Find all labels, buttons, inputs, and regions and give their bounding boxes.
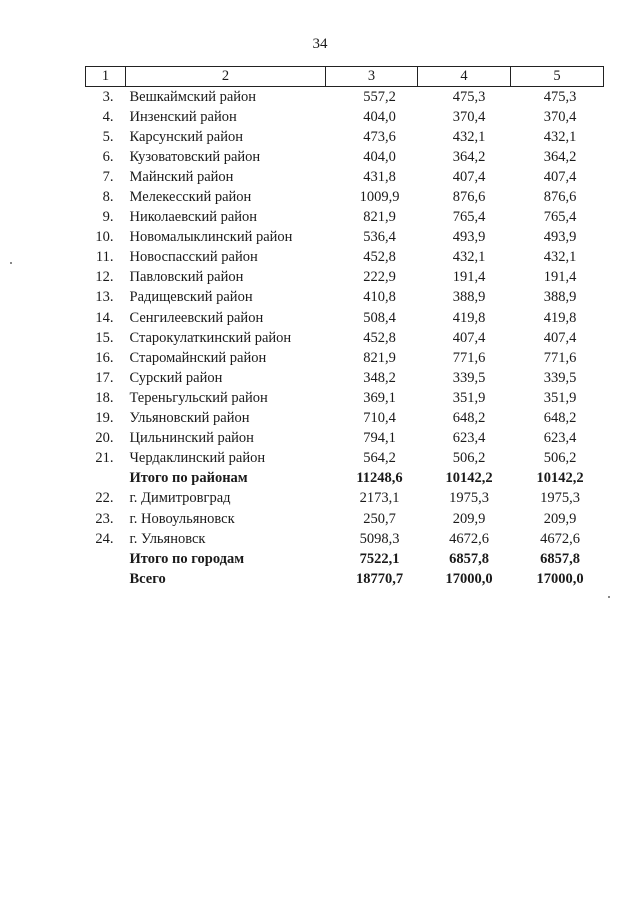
row-value-col4: 6857,8 xyxy=(449,550,489,567)
row-value-col4: 407,4 xyxy=(452,168,486,185)
row-name: Николаевский район xyxy=(129,209,258,226)
table-row xyxy=(86,388,604,408)
row-name: Майнский район xyxy=(129,168,234,185)
row-value-col5: 388,9 xyxy=(543,289,577,306)
row-value-col4: 493,9 xyxy=(452,229,486,246)
table-row xyxy=(86,449,604,469)
row-value-col4: 432,1 xyxy=(452,249,486,266)
row-value-col4: 10142,2 xyxy=(445,470,493,487)
row-value-col5: 370,4 xyxy=(543,108,577,125)
table-row xyxy=(86,127,604,147)
row-value-col3: 410,8 xyxy=(363,289,396,306)
header-col-4: 4 xyxy=(418,67,511,87)
row-value-col5: 493,9 xyxy=(543,229,577,246)
row-value-col3: 18770,7 xyxy=(355,570,404,587)
row-name: Мелекесский район xyxy=(129,189,252,206)
table-body xyxy=(86,87,604,590)
row-number: 9. xyxy=(102,209,114,226)
table-row xyxy=(86,429,604,449)
row-value-col4: 4672,6 xyxy=(449,530,489,547)
row-number: 15. xyxy=(95,329,114,346)
row-value-col4: 765,4 xyxy=(452,209,486,226)
row-value-col3: 404,0 xyxy=(363,148,396,165)
row-value-col5: 209,9 xyxy=(543,510,577,527)
row-value-col5: 771,6 xyxy=(543,349,577,366)
row-name: Чердаклинский район xyxy=(129,450,266,467)
row-value-col3: 821,9 xyxy=(363,209,396,226)
table-row xyxy=(86,167,604,187)
header-col-3: 3 xyxy=(326,67,418,87)
table-row xyxy=(86,87,604,108)
table-header xyxy=(86,67,604,87)
row-name: Павловский район xyxy=(129,269,244,286)
scan-mark xyxy=(10,262,12,264)
row-name: Тереньгульский район xyxy=(129,389,268,406)
row-number: 14. xyxy=(95,309,114,326)
row-value-col4: 364,2 xyxy=(452,148,486,165)
row-value-col4: 191,4 xyxy=(452,269,486,286)
row-name: Инзенский район xyxy=(129,108,237,125)
table-row xyxy=(86,187,604,207)
row-value-col4: 351,9 xyxy=(452,389,486,406)
row-value-col5: 1975,3 xyxy=(540,490,580,507)
row-number: 5. xyxy=(102,128,114,145)
total-row xyxy=(86,549,604,569)
row-name: Итого по городам xyxy=(129,550,245,567)
row-value-col5: 432,1 xyxy=(543,249,577,266)
table-row xyxy=(86,529,604,549)
row-value-col3: 404,0 xyxy=(363,108,396,125)
row-value-col5: 4672,6 xyxy=(540,530,580,547)
table-row xyxy=(86,509,604,529)
row-name: Цильнинский район xyxy=(129,430,254,447)
table-row xyxy=(86,288,604,308)
row-name: Сурский район xyxy=(129,369,223,386)
data-table-container xyxy=(85,66,603,589)
table-row xyxy=(86,248,604,268)
row-number: 23. xyxy=(95,510,114,527)
row-number: 7. xyxy=(102,168,114,185)
row-value-col3: 7522,1 xyxy=(359,550,400,567)
row-name: Кузоватовский район xyxy=(129,148,261,165)
row-value-col3: 452,8 xyxy=(363,249,396,266)
row-value-col3: 250,7 xyxy=(363,510,396,527)
row-number: 10. xyxy=(95,229,114,246)
row-value-col3: 710,4 xyxy=(363,410,396,427)
row-value-col5: 364,2 xyxy=(543,148,577,165)
row-value-col3: 794,1 xyxy=(363,430,396,447)
row-number: 13. xyxy=(95,289,114,306)
row-value-col5: 432,1 xyxy=(543,128,577,145)
table-row xyxy=(86,348,604,368)
row-value-col4: 370,4 xyxy=(452,108,486,125)
row-number: 12. xyxy=(95,269,114,286)
row-value-col4: 419,8 xyxy=(452,309,486,326)
row-value-col4: 432,1 xyxy=(452,128,486,145)
row-name: Ульяновский район xyxy=(129,410,250,427)
row-value-col5: 765,4 xyxy=(543,209,577,226)
row-value-col4: 1975,3 xyxy=(449,490,489,507)
row-value-col3: 11248,6 xyxy=(356,470,403,487)
row-value-col3: 5098,3 xyxy=(359,530,400,547)
row-number: 24. xyxy=(95,530,114,547)
table-row xyxy=(86,489,604,509)
row-name: Новомалыклинский район xyxy=(129,229,293,246)
row-value-col3: 348,2 xyxy=(363,369,396,386)
row-value-col4: 506,2 xyxy=(452,450,486,467)
row-value-col5: 648,2 xyxy=(543,410,577,427)
row-name: г. Димитровград xyxy=(129,490,231,507)
row-number xyxy=(86,569,126,589)
row-value-col3: 1009,9 xyxy=(359,189,400,206)
table-row xyxy=(86,268,604,288)
row-name: Старокулаткинский район xyxy=(129,329,292,346)
table-row xyxy=(86,208,604,228)
row-value-col3: 452,8 xyxy=(363,329,396,346)
header-row xyxy=(86,67,604,87)
row-number xyxy=(86,549,126,569)
row-number: 11. xyxy=(95,249,114,266)
table-row xyxy=(86,228,604,248)
row-value-col3: 369,1 xyxy=(363,389,396,406)
row-value-col5: 6857,8 xyxy=(540,550,580,567)
row-value-col5: 506,2 xyxy=(543,450,577,467)
row-value-col3: 508,4 xyxy=(363,309,396,326)
row-value-col5: 475,3 xyxy=(543,88,577,105)
row-value-col3: 431,8 xyxy=(363,168,396,185)
row-name: Вешкаймский район xyxy=(129,88,257,105)
row-number: 22. xyxy=(95,490,114,507)
row-number: 3. xyxy=(102,88,114,105)
row-value-col4: 648,2 xyxy=(452,410,486,427)
row-value-col3: 2173,1 xyxy=(359,490,400,507)
row-number: 6. xyxy=(102,148,114,165)
row-value-col5: 623,4 xyxy=(543,430,577,447)
row-number: 4. xyxy=(102,108,114,125)
row-name: г. Новоульяновск xyxy=(129,510,235,527)
table-row xyxy=(86,107,604,127)
row-name: Радищевский район xyxy=(129,289,253,306)
row-value-col4: 339,5 xyxy=(452,369,486,386)
row-value-col4: 407,4 xyxy=(452,329,486,346)
row-number: 16. xyxy=(95,349,114,366)
row-value-col4: 876,6 xyxy=(452,189,486,206)
row-value-col5: 407,4 xyxy=(543,168,577,185)
scan-mark xyxy=(608,596,610,598)
row-name: Старомайнский район xyxy=(129,349,267,366)
row-name: Итого по районам xyxy=(129,470,248,487)
row-value-col5: 407,4 xyxy=(543,329,577,346)
row-value-col4: 17000,0 xyxy=(445,570,493,587)
row-value-col3: 557,2 xyxy=(363,88,396,105)
row-name: Сенгилеевский район xyxy=(129,309,264,326)
row-number: 8. xyxy=(102,189,114,206)
table-row xyxy=(86,409,604,429)
row-number: 20. xyxy=(95,430,114,447)
row-value-col4: 209,9 xyxy=(452,510,486,527)
row-name: Всего xyxy=(129,570,166,587)
row-number xyxy=(86,469,126,489)
row-value-col3: 473,6 xyxy=(363,128,396,145)
row-number: 19. xyxy=(95,410,114,427)
row-value-col4: 475,3 xyxy=(452,88,486,105)
total-row xyxy=(86,569,604,589)
table-row xyxy=(86,368,604,388)
row-number: 17. xyxy=(95,369,114,386)
row-value-col4: 771,6 xyxy=(452,349,486,366)
row-value-col5: 876,6 xyxy=(543,189,577,206)
row-value-col5: 10142,2 xyxy=(536,470,584,487)
total-row xyxy=(86,469,604,489)
header-col-2: 2 xyxy=(126,67,326,87)
header-col-1: 1 xyxy=(86,67,126,87)
row-number: 18. xyxy=(95,389,114,406)
table-row xyxy=(86,308,604,328)
table-row xyxy=(86,147,604,167)
row-value-col3: 564,2 xyxy=(363,450,396,467)
row-value-col3: 222,9 xyxy=(363,269,396,286)
row-value-col5: 351,9 xyxy=(543,389,577,406)
row-name: Карсунский район xyxy=(129,128,244,145)
row-value-col4: 388,9 xyxy=(452,289,486,306)
row-value-col5: 339,5 xyxy=(543,369,577,386)
header-col-5: 5 xyxy=(511,67,604,87)
page-number: 34 xyxy=(312,36,328,52)
row-value-col5: 419,8 xyxy=(543,309,577,326)
data-table xyxy=(85,66,604,589)
row-value-col5: 17000,0 xyxy=(536,570,584,587)
row-value-col5: 191,4 xyxy=(543,269,577,286)
row-number: 21. xyxy=(95,450,114,467)
row-name: г. Ульяновск xyxy=(129,530,206,547)
row-value-col3: 821,9 xyxy=(363,349,396,366)
row-value-col4: 623,4 xyxy=(452,430,486,447)
row-name: Новоспасский район xyxy=(129,249,258,266)
row-value-col3: 536,4 xyxy=(363,229,396,246)
table-row xyxy=(86,328,604,348)
